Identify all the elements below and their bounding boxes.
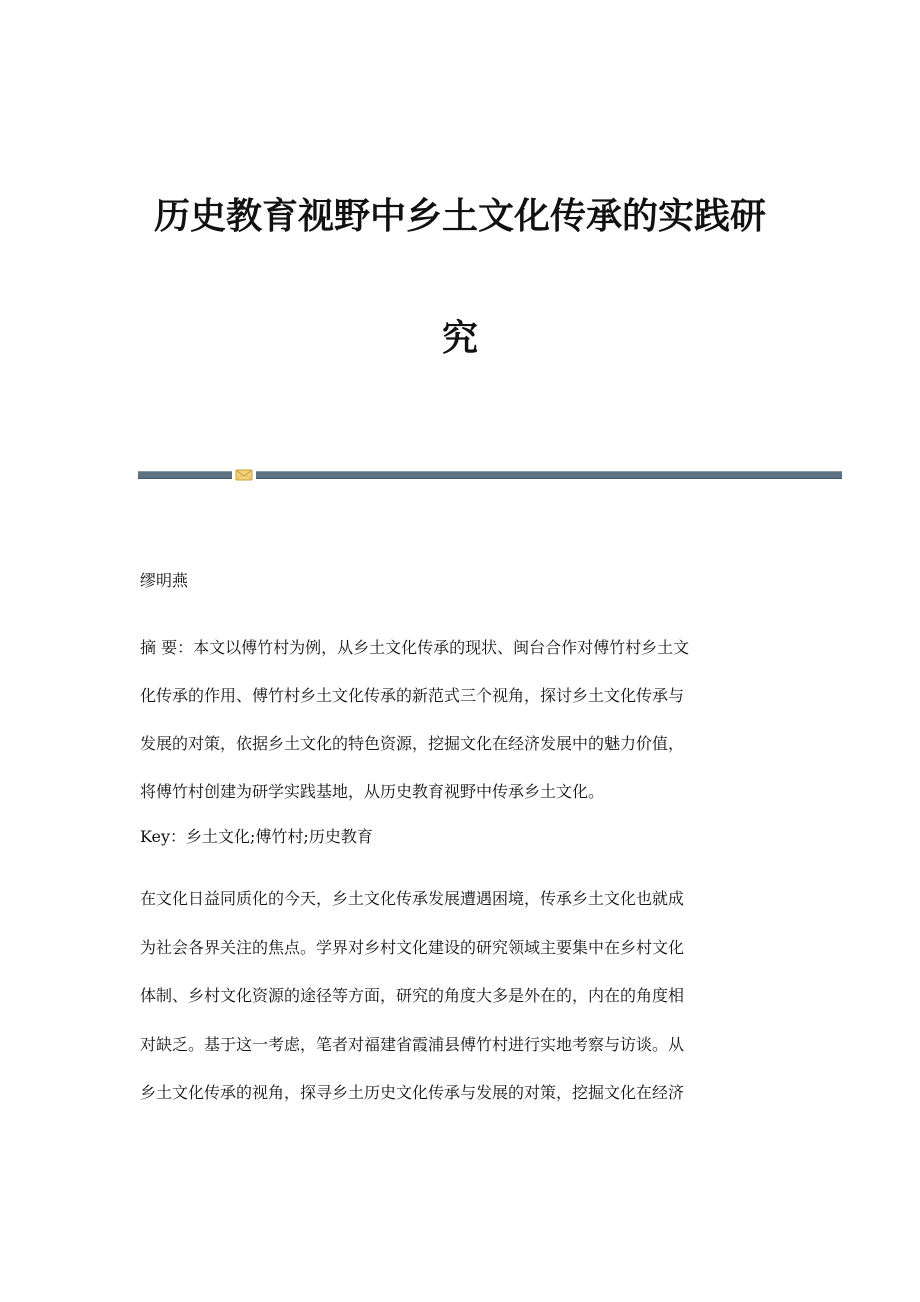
body-line: 对缺乏。基于这一考虑，笔者对福建省霞浦县傅竹村进行实地考察与访谈。从 [140, 1034, 685, 1054]
abstract-line: 摘 要：本文以傅竹村为例，从乡土文化传承的现状、闽台合作对傅竹村乡土文 [140, 638, 690, 657]
document-title-line-2: 究 [441, 318, 478, 359]
abstract-line: 化传承的作用、傅竹村乡土文化传承的新范式三个视角，探讨乡土文化传承与 [140, 686, 685, 705]
title-divider [138, 469, 842, 481]
abstract-paragraph [140, 624, 790, 816]
abstract-line: 将傅竹村创建为研学实践基地，从历史教育视野中传承乡土文化。 [140, 782, 605, 801]
divider-bar-right [256, 471, 842, 479]
body-line: 在文化日益同质化的今天，乡土文化传承发展遭遇困境，传承乡土文化也就成 [140, 889, 685, 908]
keywords-line: Key：乡土文化;傅竹村;历史教育 [140, 827, 373, 846]
envelope-icon [235, 469, 253, 481]
divider-bar-left [138, 471, 232, 479]
body-paragraph [140, 875, 790, 1118]
document-title-line-1: 历史教育视野中乡土文化传承的实践研 [153, 196, 766, 237]
author-name: 缪明燕 [140, 571, 189, 590]
body-line: 体制、乡村文化资源的途径等方面，研究的角度大多是外在的，内在的角度相 [140, 986, 685, 1005]
body-line: 为社会各界关注的焦点。学界对乡村文化建设的研究领域主要集中在乡村文化 [140, 937, 685, 957]
body-line: 乡土文化传承的视角，探寻乡土历史文化传承与发展的对策，挖掘文化在经济 [140, 1083, 685, 1102]
abstract-line: 发展的对策，依据乡土文化的特色资源，挖掘文化在经济发展中的魅力价值， [140, 734, 685, 753]
